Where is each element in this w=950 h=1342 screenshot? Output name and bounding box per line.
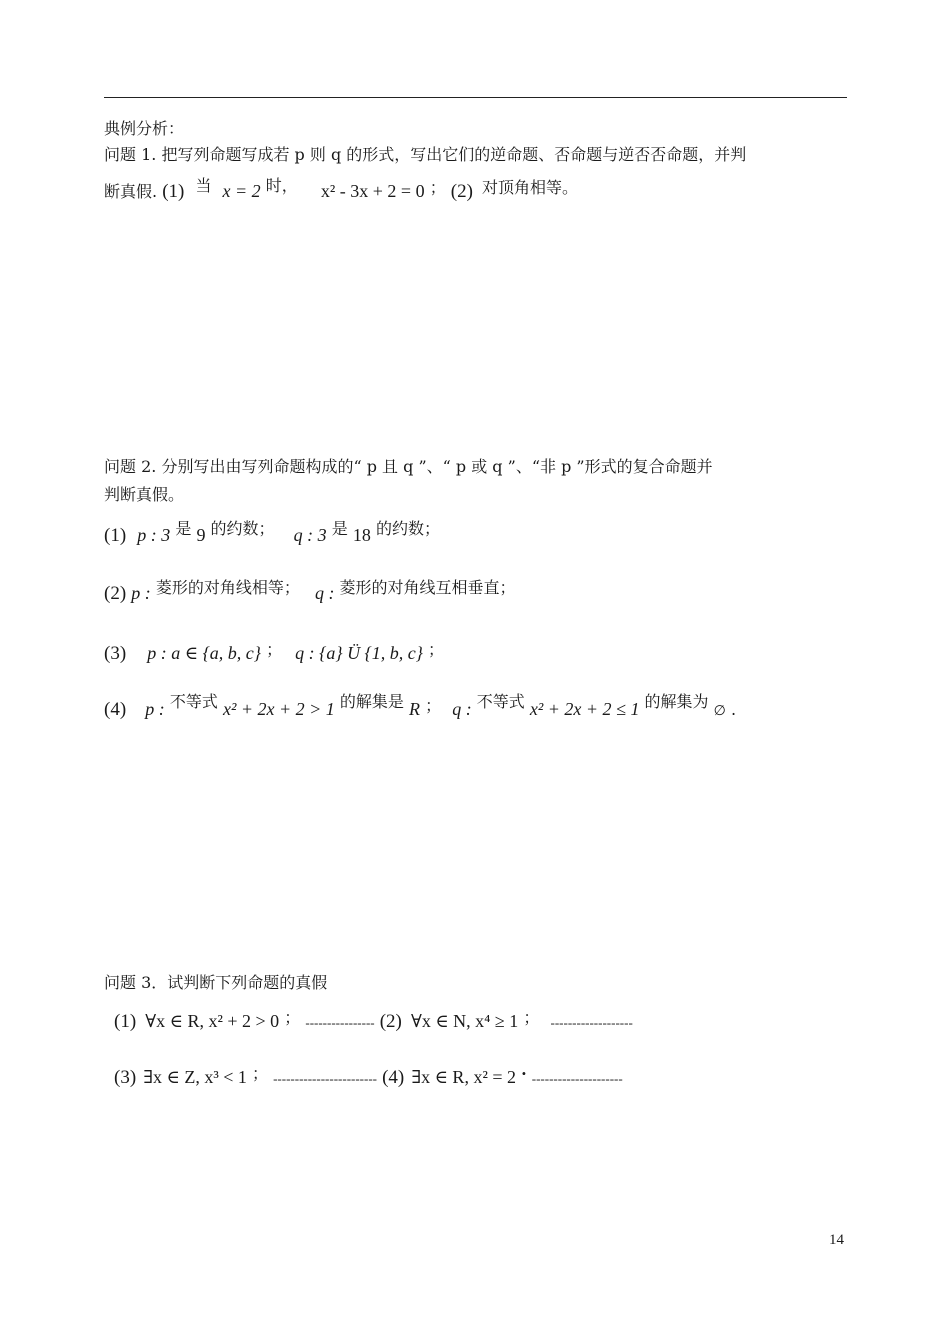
proposition-q-is: 是 <box>331 519 348 538</box>
problem-1-line-2 <box>104 176 579 203</box>
proposition-q: q : {a} Ü {1, b, c} <box>295 643 423 663</box>
item-label: (4) <box>104 699 127 720</box>
proposition-q: q : 3 <box>293 525 327 545</box>
problem-3-title: 问题 3．试判断下列命题的真假 <box>104 973 328 992</box>
proposition-p-text: 菱形的对角线相等； <box>155 578 300 597</box>
separator: ； <box>284 1008 301 1027</box>
item-label: (3) <box>114 1067 137 1088</box>
proposition-q-number: 18 <box>352 525 371 545</box>
problem-3-row-1 <box>114 1010 633 1034</box>
proposition-q-end: 的约数； <box>375 519 440 538</box>
proposition-p-is: 是 <box>175 519 192 538</box>
proposition-q-text: 菱形的对角线互相垂直； <box>339 578 516 597</box>
section-heading: 典例分析： <box>104 119 185 138</box>
problem-1-item-1-condition: x = 2 <box>222 181 261 201</box>
problem-2-item-4 <box>104 692 737 723</box>
proposition-p-text-1: 不等式 <box>169 692 218 711</box>
problem-1-item-1-when: 当 <box>195 176 212 195</box>
problem-1-truth-text: 断真假. <box>104 182 158 201</box>
proposition-p: p : <box>131 583 151 603</box>
proposition-expression: ∃x ∈ R, x² = 2 <box>411 1067 516 1087</box>
proposition-p-number: 9 <box>196 525 206 545</box>
separator: ； <box>251 1064 268 1083</box>
proposition-expression: ∀x ∈ N, x⁴ ≥ 1 <box>410 1011 519 1031</box>
proposition-q-inequality: x² + 2x + 2 ≤ 1 <box>529 699 640 719</box>
answer-blank: ---------------- <box>305 1015 375 1030</box>
end-period: . <box>730 700 737 719</box>
proposition-p-end: 的约数； <box>210 519 275 538</box>
proposition-p-set: R <box>408 699 420 719</box>
item-label: (1) <box>114 1011 137 1032</box>
proposition-q: q : <box>452 699 472 719</box>
problem-1-item-1-label: (1) <box>162 181 185 202</box>
separator: ； <box>266 640 283 659</box>
proposition-p: p : a ∈ {a, b, c} <box>147 643 261 663</box>
problem-1-item-2-text: 对顶角相等。 <box>482 178 579 197</box>
proposition-q-text-2: 的解集为 <box>644 692 709 711</box>
proposition-q: q : <box>314 583 335 603</box>
separator: ； <box>425 696 442 715</box>
empty-set-symbol: ∅ <box>713 704 726 719</box>
separator: ； <box>428 640 445 659</box>
problem-2-line-2: 判断真假。 <box>104 485 185 504</box>
answer-blank: ------------------- <box>550 1015 633 1030</box>
header-rule <box>104 97 847 98</box>
proposition-p: p : <box>145 699 165 719</box>
problem-1-statement: 问题 1. 把写列命题写成若 p 则 q 的形式，写出它们的逆命题、否命题与逆否否命题，并判 <box>104 145 747 164</box>
problem-1-item-2-label: (2) <box>450 181 473 202</box>
proposition-p-inequality: x² + 2x + 2 > 1 <box>222 699 335 719</box>
item-label: (4) <box>382 1067 405 1088</box>
separator: ； <box>523 1008 540 1027</box>
item-label: (3) <box>104 643 127 664</box>
problem-2-item-3 <box>104 642 444 665</box>
proposition-p: p : 3 <box>137 525 171 545</box>
problem-1-separator: ； <box>429 178 446 197</box>
answer-blank: ------------------------ <box>273 1071 377 1086</box>
proposition-expression: ∃x ∈ Z, x³ < 1 <box>143 1067 247 1087</box>
proposition-q-text-1: 不等式 <box>476 692 525 711</box>
problem-1-item-1-time: 时， <box>265 176 298 195</box>
item-label: (2) <box>104 583 127 604</box>
proposition-p-text-2: 的解集是 <box>339 692 404 711</box>
problem-2-item-2 <box>104 578 516 605</box>
page-number: 14 <box>829 1232 844 1248</box>
problem-2-statement: 问题 2. 分别写出由写列命题构成的“ p 且 q ”、“ p 或 q ”、“非 p ”形式的复合命题并 <box>104 457 713 476</box>
separator: · <box>521 1064 527 1083</box>
proposition-expression: ∀x ∈ R, x² + 2 > 0 <box>145 1011 280 1031</box>
problem-3-row-2 <box>114 1066 623 1090</box>
problem-2-item-1 <box>104 519 440 547</box>
item-label: (2) <box>379 1011 402 1032</box>
item-label: (1) <box>104 525 127 546</box>
answer-blank: --------------------- <box>531 1071 623 1086</box>
problem-1-item-1-equation: x² - 3x + 2 = 0 <box>320 181 425 201</box>
